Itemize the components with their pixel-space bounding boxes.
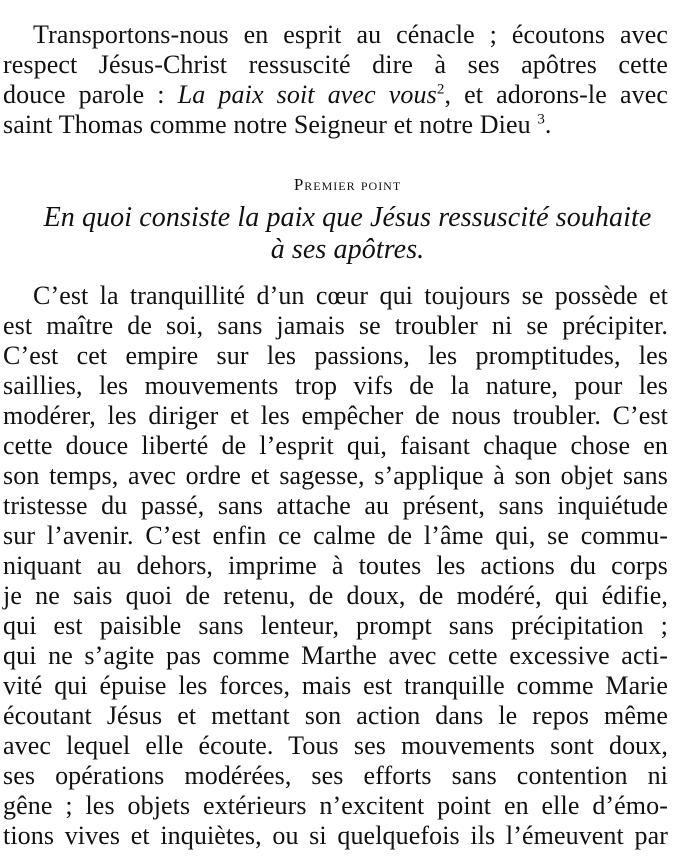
body-line-4: saillies, les mouvements trop vifs de la nature, pour les xyxy=(3,371,668,400)
intro-italic-quote: La paix soit avec vous xyxy=(177,80,437,109)
intro-line-4-text: saint Thomas comme notre Seigneur et notre Dieu xyxy=(3,110,531,139)
body-line-15: écoutant Jésus et mettant son action dans le repos même xyxy=(3,701,668,730)
body-line-17: ses opérations modérées, ses efforts sans contention ni xyxy=(3,761,668,790)
body-line-2: est maître de soi, sans jamais se troubler ni se précipiter. xyxy=(3,311,668,340)
body-line-12: qui est paisible sans lenteur, prompt sans précipitation ; xyxy=(3,611,668,640)
intro-line-4 xyxy=(0,110,668,140)
intro-line-2: respect Jésus-Christ ressuscité dire à ses apôtres cette xyxy=(3,50,668,79)
body-line-8: tristesse du passé, sans attache au présent, sans inquiétude xyxy=(3,491,668,520)
body-line-3: C’est cet empire sur les passions, les promptitudes, les xyxy=(3,341,668,370)
body-line-18: gêne ; les objets extérieurs n’excitent point en elle d’émo- xyxy=(3,791,668,820)
body-line-14: vité qui épuise les forces, mais est tranquille comme Marie xyxy=(3,671,668,700)
intro-line-4-end: . xyxy=(544,110,552,139)
section-title-line-1: En quoi consiste la paix que Jésus ressuscité souhaite xyxy=(43,202,652,233)
section-title-line-2: à ses apôtres. xyxy=(270,234,425,265)
body-line-7: son temps, avec ordre et sagesse, s’applique à son objet sans xyxy=(3,461,668,490)
intro-line-3-end: , et adorons-le avec xyxy=(444,80,668,109)
body-line-5: modérer, les diriger et les empêcher de nous troubler. C’est xyxy=(3,401,668,430)
intro-line-1: Transportons-nous en esprit au cénacle ; écoutons avec xyxy=(33,20,668,49)
body-line-1: C’est la tranquillité d’un cœur qui toujours se possède et xyxy=(33,281,668,310)
footnote-marker-3: 3 xyxy=(537,111,545,128)
body-line-9: sur l’avenir. C’est enfin ce calme de l’âme qui, se commu- xyxy=(3,521,668,550)
body-line-13: qui ne s’agite pas comme Marthe avec cette excessive acti- xyxy=(3,641,668,670)
body-line-6: cette douce liberté de l’esprit qui, faisant chaque chose en xyxy=(3,431,668,460)
footnote-marker-2: 2 xyxy=(436,81,445,98)
body-line-16: avec lequel elle écoute. Tous ses mouvements sont doux, xyxy=(3,731,668,760)
body-line-19: tions vives et inquiètes, ou si quelquefois ils l’émeuvent par xyxy=(3,821,668,850)
body-line-10: niquant au dehors, imprime à toutes les actions du corps xyxy=(3,551,668,580)
body-line-11: je ne sais quoi de retenu, de doux, de modéré, qui édifie, xyxy=(3,581,668,610)
intro-line-3-text: douce parole : xyxy=(3,80,178,109)
intro-line-3 xyxy=(0,80,668,110)
section-label: Premier point xyxy=(293,175,402,194)
